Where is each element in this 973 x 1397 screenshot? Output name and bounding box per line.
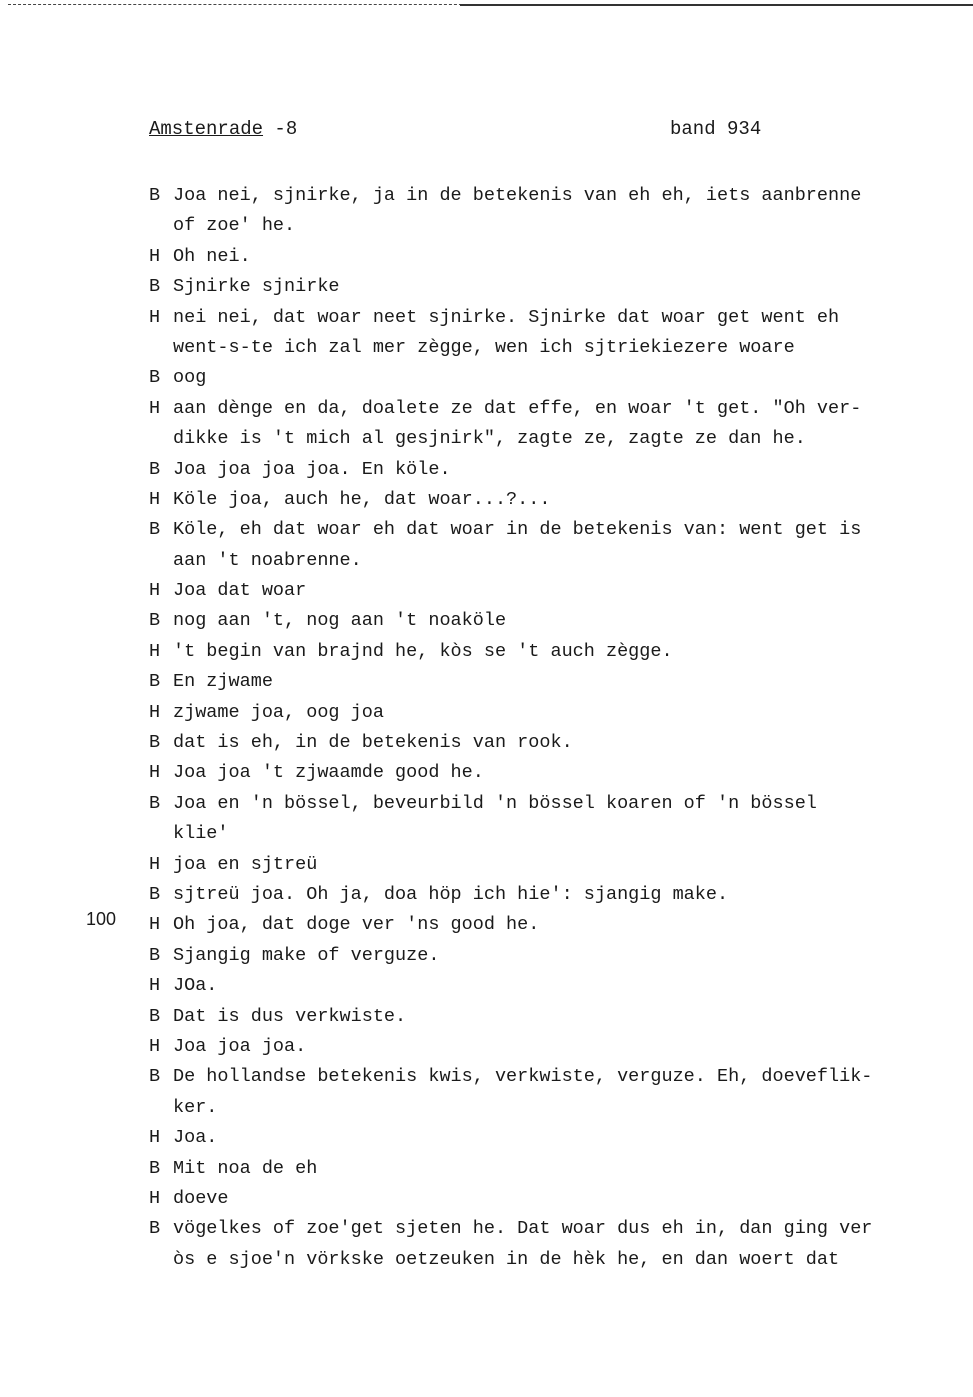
transcript-line <box>149 485 949 515</box>
transcript-line <box>149 515 949 545</box>
speaker-label: H <box>149 1127 161 1149</box>
speaker-label: B <box>149 671 161 693</box>
line-text: aan dènge en da, doalete ze dat effe, en woar 't get. "Oh ver- <box>173 397 862 419</box>
transcript-line <box>149 637 949 667</box>
top-rule-solid <box>460 4 973 6</box>
transcript-body <box>149 181 949 1275</box>
margin-line-number: 100 <box>86 909 117 929</box>
header-left <box>149 118 297 140</box>
transcript-line <box>149 728 949 758</box>
speaker-label: B <box>149 519 161 541</box>
transcript-line <box>149 819 949 849</box>
transcript-line <box>149 211 949 241</box>
line-text: nog aan 't, nog aan 't noaköle <box>173 610 507 632</box>
line-text: òs e sjoe'n vörkske oetzeuken in de hèk he, en dan woert dat <box>173 1248 840 1270</box>
line-text: Sjangig make of verguze. <box>173 944 440 966</box>
line-text: De hollandse betekenis kwis, verkwiste, verguze. Eh, doeveflik- <box>173 1066 873 1088</box>
transcript-line <box>149 363 949 393</box>
line-text: Joa joa joa. <box>173 1035 307 1057</box>
transcript-line <box>149 758 949 788</box>
transcript-line <box>149 1032 949 1062</box>
line-text: oog <box>173 367 207 389</box>
line-text: of zoe' he. <box>173 215 296 237</box>
speaker-label: H <box>149 701 161 723</box>
speaker-label: B <box>149 1066 161 1088</box>
speaker-label: H <box>149 1035 161 1057</box>
speaker-label: H <box>149 975 161 997</box>
line-text: Joa. <box>173 1127 218 1149</box>
speaker-label: B <box>149 610 161 632</box>
line-text: doeve <box>173 1187 229 1209</box>
line-text: went-s-te ich zal mer zègge, wen ich sjtriekiezere woare <box>173 336 795 358</box>
speaker-label: H <box>149 245 161 267</box>
line-text: nei nei, dat woar neet sjnirke. Sjnirke dat woar get went eh <box>173 306 840 328</box>
transcript-line <box>149 333 949 363</box>
line-text: joa en sjtreü <box>173 853 318 875</box>
line-text: Joa en 'n bössel, beveurbild 'n bössel koaren of 'n bössel <box>173 792 817 814</box>
transcript-line <box>149 394 949 424</box>
line-text: sjtreü joa. Oh ja, doa höp ich hie': sjangig make. <box>173 883 729 905</box>
speaker-label: B <box>149 1218 161 1240</box>
speaker-label: B <box>149 458 161 480</box>
transcript-line <box>149 667 949 697</box>
speaker-label: H <box>149 640 161 662</box>
transcript-line <box>149 910 949 940</box>
transcript-line <box>149 941 949 971</box>
speaker-label: B <box>149 185 161 206</box>
line-text: Köle joa, auch he, dat woar...?... <box>173 488 551 510</box>
line-text: aan 't noabrenne. <box>173 549 362 571</box>
transcript-line <box>149 424 949 454</box>
line-text: dat is eh, in de betekenis van rook. <box>173 732 573 754</box>
line-text: Dat is dus verkwiste. <box>173 1005 407 1027</box>
transcript-line <box>149 606 949 636</box>
page-header <box>149 118 789 146</box>
speaker-label: H <box>149 914 161 936</box>
line-text: dikke is 't mich al gesjnirk", zagte ze, zagte ze dan he. <box>173 428 806 450</box>
speaker-label: H <box>149 488 161 510</box>
speaker-label: H <box>149 853 161 875</box>
transcript-line <box>149 1062 949 1092</box>
speaker-label: B <box>149 944 161 966</box>
line-text: 't begin van brajnd he, kòs se 't auch zègge. <box>173 640 673 662</box>
speaker-label: H <box>149 762 161 784</box>
line-text: JOa. <box>173 975 218 997</box>
line-text: Joa joa 't zjwaamde good he. <box>173 762 484 784</box>
transcript-line <box>149 303 949 333</box>
transcript-line <box>149 242 949 272</box>
speaker-label: B <box>149 367 161 389</box>
transcript-line <box>149 181 949 211</box>
transcript-line <box>149 455 949 485</box>
transcript-line <box>149 1245 949 1275</box>
speaker-label: B <box>149 732 161 754</box>
transcript-line <box>149 576 949 606</box>
line-text: ker. <box>173 1096 218 1118</box>
line-text: zjwame joa, oog joa <box>173 701 384 723</box>
transcript-line <box>149 1154 949 1184</box>
speaker-label: B <box>149 276 161 298</box>
line-text: En zjwame <box>173 671 273 693</box>
line-text: Joa nei, sjnirke, ja in de betekenis van eh eh, iets aanbrenne <box>173 185 862 206</box>
speaker-label: B <box>149 792 161 814</box>
transcript-line <box>149 272 949 302</box>
transcript-line <box>149 1214 949 1244</box>
transcript-line <box>149 880 949 910</box>
line-text: Joa joa joa joa. En köle. <box>173 458 451 480</box>
speaker-label: H <box>149 1187 161 1209</box>
line-text: Joa dat woar <box>173 580 307 602</box>
speaker-label: B <box>149 883 161 905</box>
transcript-line <box>149 1184 949 1214</box>
speaker-label: H <box>149 580 161 602</box>
transcript-line <box>149 1093 949 1123</box>
transcript-line <box>149 1123 949 1153</box>
line-text: Oh nei. <box>173 245 251 267</box>
transcript-line <box>149 971 949 1001</box>
speaker-label: H <box>149 397 161 419</box>
transcript-line <box>149 1002 949 1032</box>
band-label: band 934 <box>670 118 762 140</box>
line-text: vögelkes of zoe'get sjeten he. Dat woar dus eh in, dan ging ver <box>173 1218 873 1240</box>
line-text: Köle, eh dat woar eh dat woar in de betekenis van: went get is <box>173 519 862 541</box>
line-text: Oh joa, dat doge ver 'ns good he. <box>173 914 540 936</box>
line-text: klie' <box>173 823 229 845</box>
transcript-line <box>149 546 949 576</box>
transcript-line <box>149 789 949 819</box>
speaker-label: B <box>149 1157 161 1179</box>
speaker-label: B <box>149 1005 161 1027</box>
line-text: Mit noa de eh <box>173 1157 318 1179</box>
transcript-line <box>149 698 949 728</box>
line-text: Sjnirke sjnirke <box>173 276 340 298</box>
speaker-label: H <box>149 306 161 328</box>
page-number: -8 <box>263 118 298 140</box>
document-title: Amstenrade <box>149 118 264 140</box>
transcript-line <box>149 850 949 880</box>
